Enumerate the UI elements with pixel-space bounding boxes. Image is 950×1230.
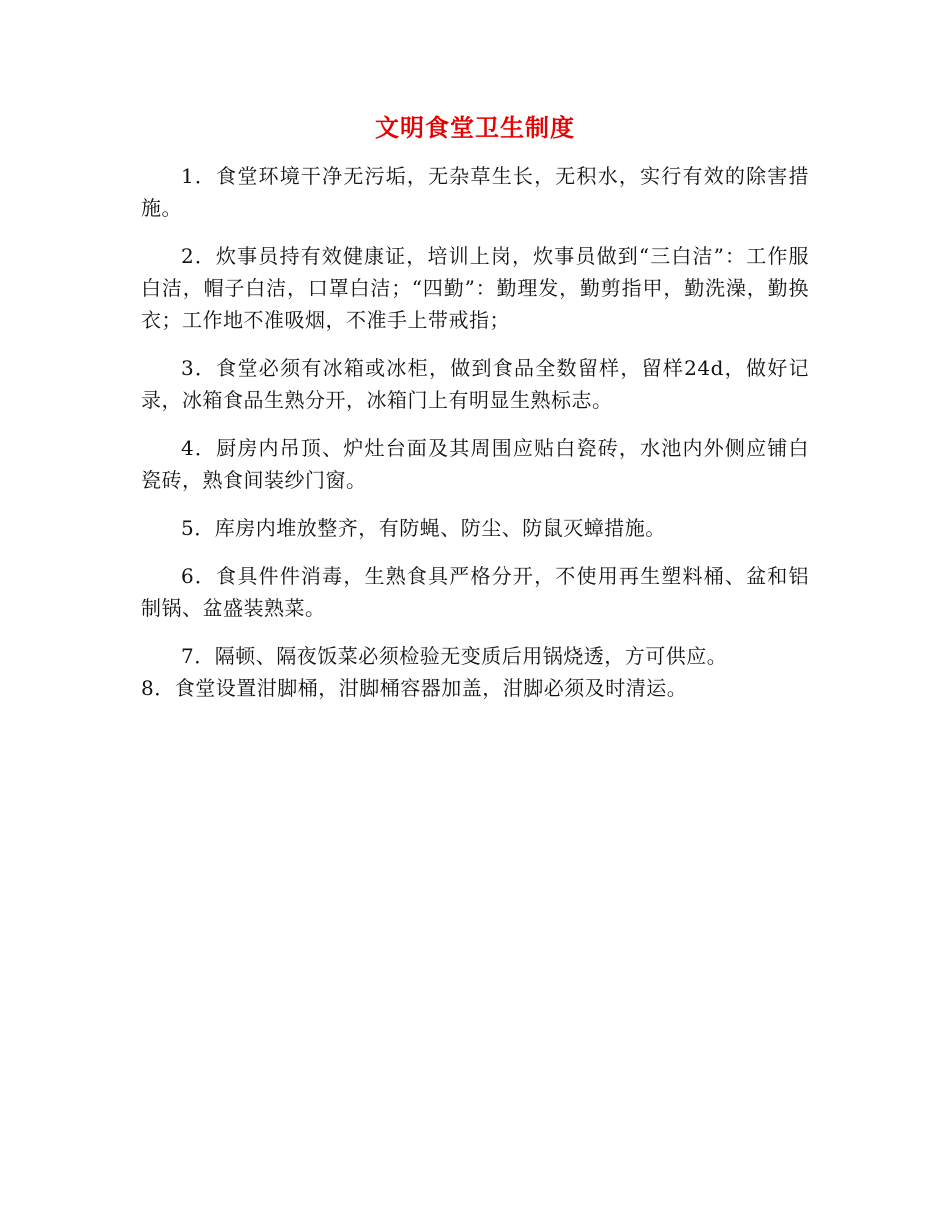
paragraph-6: 6．食具件件消毒，生熟食具严格分开，不使用再生塑料桶、盆和铝制锅、盆盛装熟菜。 <box>141 564 809 620</box>
document-body <box>141 160 809 720</box>
paragraph-8: 8．食堂设置泔脚桶，泔脚桶容器加盖，泔脚必须及时清运。 <box>141 676 688 700</box>
document-title: 文明食堂卫生制度 <box>375 113 575 142</box>
paragraph-5: 5．库房内堆放整齐，有防蝇、防尘、防鼠灭蟑措施。 <box>181 516 666 540</box>
paragraph-1: 1．食堂环境干净无污垢，无杂草生长，无积水，实行有效的除害措施。 <box>141 164 809 220</box>
paragraph-4: 4．厨房内吊顶、炉灶台面及其周围应贴白瓷砖，水池内外侧应铺白瓷砖，熟食间装纱门窗。 <box>141 436 809 492</box>
paragraph-3: 3．食堂必须有冰箱或冰柜，做到食品全数留样，留样24d，做好记录，冰箱食品生熟分开，冰箱门上有明显生熟标志。 <box>141 356 809 412</box>
paragraph-2: 2．炊事员持有效健康证，培训上岗，炊事员做到“三白洁”：工作服白洁，帽子白洁，口罩白洁；“四勤”：勤理发，勤剪指甲，勤洗澡，勤换衣；工作地不准吸烟，不准手上带戒指； <box>141 244 809 332</box>
paragraph-7: 7．隔顿、隔夜饭菜必须检验无变质后用锅烧透，方可供应。 <box>181 644 728 668</box>
